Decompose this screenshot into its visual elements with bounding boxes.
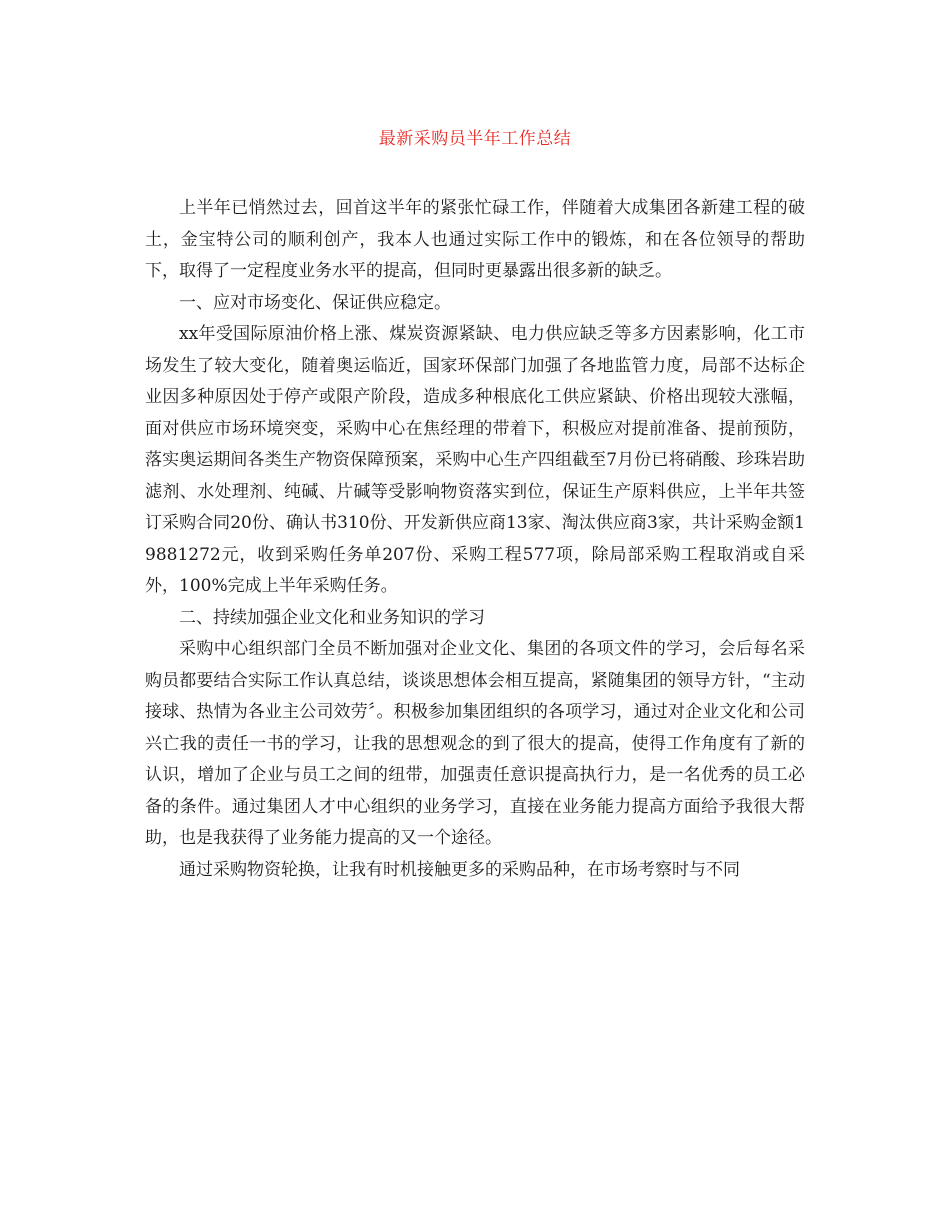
paragraph-rotation: 通过采购物资轮换，让我有时机接触更多的采购品种，在市场考察时与不同 (179, 859, 740, 880)
paragraph-learning: 采购中心组织部门全员不断加强对企业文化、集团的各项文件的学习，会后每名采购员都要结合实际工作认真总结，谈谈思想体会相互提高，紧随集团的领导方针，“主动接球、热情为各业主公司效劳〞。积极参加集团组织的各项学习，通过对企业文化和公司兴亡我的责任一书的学习，让我的思想观念的到了很大的提高，使得工作角度有了新的认识，增加了企业与员工之间的纽带，加强责任意识提高执行力，是一名优秀的员工必备的条件。通过集团人才中心组织的业务学习，直接在业务能力提高方面给予我很大帮助，也是我获得了业务能力提高的又一个途径。 (145, 639, 805, 848)
section-heading-1: 一、应对市场变化、保证供应稳定。 (179, 292, 451, 313)
document-title: 最新采购员半年工作总结 (378, 129, 572, 149)
document-body (145, 193, 805, 886)
paragraph-market: xx年受国际原油价格上涨、煤炭资源紧缺、电力供应缺乏等多方因素影响，化工市场发生了较大变化，随着奥运临近，国家环保部门加强了各地监管力度，局部不达标企业因多种原因处于停产或限产阶段，造成多种根底化工供应紧缺、价格出现较大涨幅，面对供应市场环境突变，采购中心在焦经理的带着下，积极应对提前准备、提前预防，落实奥运期间各类生产物资保障预案，采购中心生产四组截至7月份已将硝酸、珍珠岩助滤剂、水处理剂、纯碱、片碱等受影响物资落实到位，保证生产原料供应，上半年共签订采购合同20份、确认书310份、开发新供应商13家、淘汰供应商3家，共计采购金额19881272元，收到采购任务单207份、采购工程577项，除局部采购工程取消或自采外，100%完成上半年采购任务。 (145, 324, 805, 596)
section-heading-2: 二、持续加强企业文化和业务知识的学习 (179, 607, 485, 628)
paragraph-intro: 上半年已悄然过去，回首这半年的紧张忙碌工作，伴随着大成集团各新建工程的破土，金宝特公司的顺利创产，我本人也通过实际工作中的锻炼，和在各位领导的帮助下，取得了一定程度业务水平的提高，但同时更暴露出很多新的缺乏。 (145, 198, 805, 281)
